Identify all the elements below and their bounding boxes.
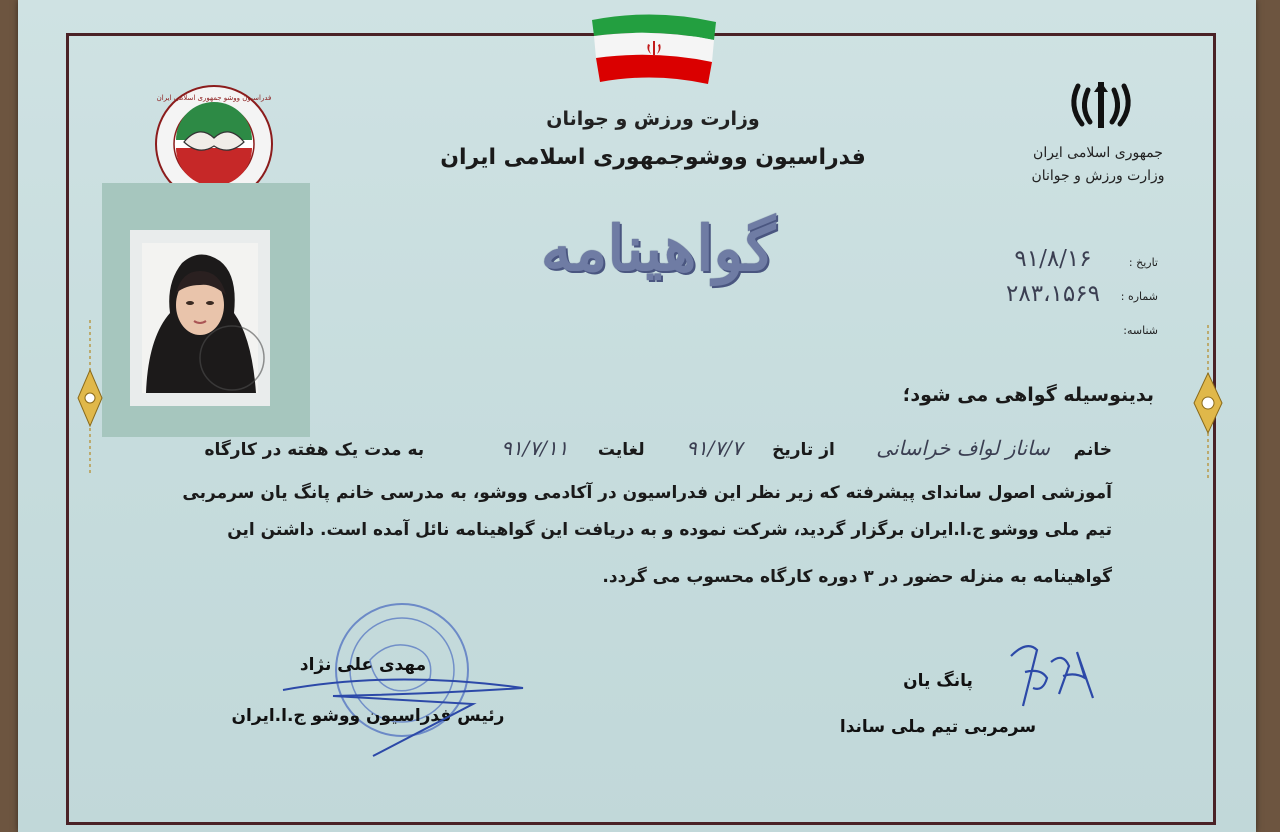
left-ornament-icon xyxy=(74,320,106,476)
iran-emblem-icon xyxy=(1066,78,1136,134)
emblem-caption-country: جمهوری اسلامی ایران xyxy=(1033,145,1163,161)
number-value: ۲۸۳،۱۵۶۹ xyxy=(1006,281,1100,307)
iran-flag-icon xyxy=(588,10,720,88)
emblem-caption-ministry: وزارت ورزش و جوانان xyxy=(1031,168,1165,184)
body-line-4: گواهینامه به منزله حضور در ۳ دوره کارگاه محسوب می گردد. xyxy=(602,567,1112,587)
federation-title: فدراسیون ووشوجمهوری اسلامی ایران xyxy=(440,145,866,170)
date-value: ۹۱/۸/۱۶ xyxy=(1014,246,1092,272)
right-signatory-title: سرمربی تیم ملی ساندا xyxy=(839,717,1037,737)
intro-text: بدینوسیله گواهی می شود؛ xyxy=(902,384,1154,406)
left-signatory-name: مهدی علی نژاد xyxy=(299,655,427,675)
left-signature-mark xyxy=(273,660,533,760)
from-date: ۹۱/۷/۷ xyxy=(686,436,743,460)
body-line-1 xyxy=(205,436,1113,460)
date-label: تاریخ : xyxy=(1128,256,1158,269)
logo-persian-text: فدراسیون ووشو جمهوری اسلامی ایران xyxy=(156,94,272,102)
to-label: لغایت xyxy=(597,440,645,460)
title-prefix: خانم xyxy=(1073,440,1112,460)
duration-text: به مدت یک هفته در کارگاه xyxy=(204,440,425,460)
left-signatory-title: رئیس فدراسیون ووشو ج.ا.ایران xyxy=(231,706,505,726)
ministry-title: وزارت ورزش و جوانان xyxy=(546,108,760,130)
number-label: شماره : xyxy=(1120,290,1158,303)
portrait-photo xyxy=(142,243,258,393)
recipient-name: ساناز لواف خراسانی xyxy=(876,436,1050,460)
body-line-2: آموزشی اصول ساندای پیشرفته که زیر نظر این فدراسیون در آکادمی ووشو، به مدرسی خانم پانگ یان سرمربی xyxy=(182,483,1112,503)
right-signature-mark xyxy=(1003,632,1098,712)
right-signatory-name: پانگ یان xyxy=(903,671,973,691)
to-date: ۹۱/۷/۱۱ xyxy=(501,436,569,460)
certificate-paper xyxy=(18,0,1256,832)
from-label: از تاریخ xyxy=(772,440,835,460)
certificate-title: گواهینامه xyxy=(540,212,776,285)
right-ornament-icon xyxy=(1190,325,1226,481)
id-label: شناسه: xyxy=(1123,324,1158,337)
body-line-3: تیم ملی ووشو ج.ا.ایران برگزار گردید، شرکت نموده و به دریافت این گواهینامه نائل آمده است. داشتن این xyxy=(227,520,1112,540)
